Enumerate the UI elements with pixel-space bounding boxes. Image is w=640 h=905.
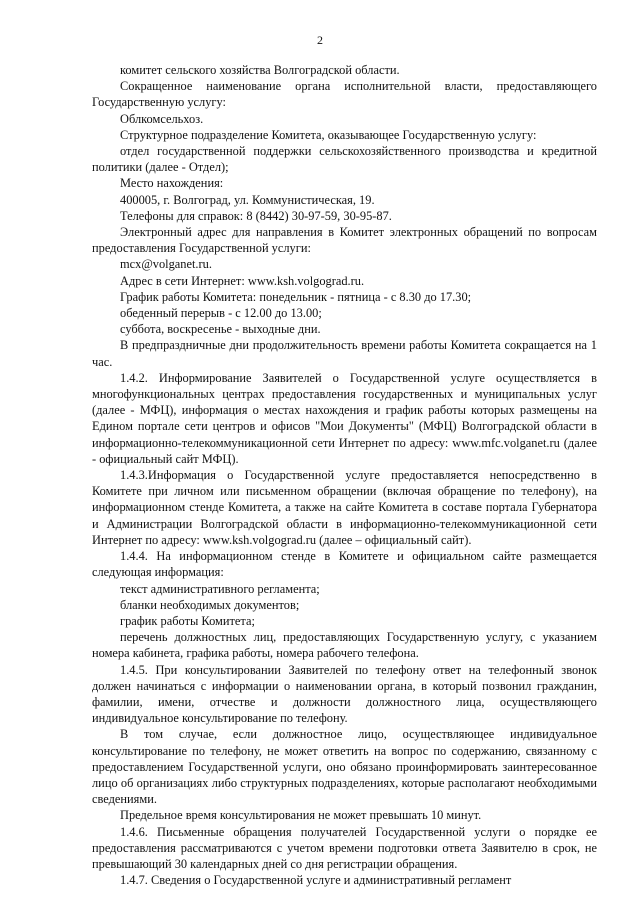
paragraph: обеденный перерыв - с 12.00 до 13.00; [120, 306, 322, 321]
paragraph: бланки необходимых документов; [120, 597, 300, 612]
paragraph: mcx@volganet.ru. [120, 257, 212, 272]
paragraph: Место нахождения: [120, 176, 224, 191]
paragraph: Адрес в сети Интернет: www.ksh.volgograd.ru. [120, 273, 365, 288]
paragraph: 1.4.3.Информация о Государственной услуге предоставляется непосредственно в Комитете при личном или письменном обращении (включая обращение по телефону), на информационном стенде Комитета, а также на сайте Комитета в составе портала Губернатора и Администрации Волгоградской области в информационно-телекоммуникационной сети Интернет по адресу: www.ksh.volgograd.ru (далее – официальный сайт). [92, 468, 597, 547]
paragraph: В предпраздничные дни продолжительность времени работы Комитета сокращается на 1 час. [92, 338, 597, 369]
paragraph: перечень должностных лиц, предоставляющих Государственную услугу, с указанием номера кабинета, графика работы, номера рабочего телефона. [92, 630, 597, 661]
paragraph: суббота, воскресенье - выходные дни. [120, 322, 321, 337]
paragraph: 1.4.6. Письменные обращения получателей Государственной услуги о порядке ее предоставления рассматриваются с учетом времени подготовки ответа Заявителю в срок, не превышающий 30 календарных дней со дня регистрации обращения. [92, 824, 597, 871]
paragraph: 1.4.7. Сведения о Государственной услуге и административный регламент [120, 873, 512, 888]
paragraph: В том случае, если должностное лицо, осуществляющее индивидуальное консультирование по телефону, не может ответить на вопрос по содержанию, связанному с предоставлением Государственной услуги, оно обязано проинформировать заинтересованное лицо об организациях либо структурных подразделениях, которые располагают необходимыми сведениями. [92, 727, 597, 807]
paragraph: Электронный адрес для направления в Комитет электронных обращений по вопросам предоставления Государственной услуги: [92, 225, 597, 256]
paragraph: 1.4.4. На информационном стенде в Комитете и официальном сайте размещается следующая информация: [92, 549, 597, 580]
paragraph: Сокращенное наименование органа исполнительной власти, предоставляющего Государственную услугу: [92, 79, 597, 110]
paragraph: график работы Комитета; [120, 613, 255, 628]
paragraph: Облкомсельхоз. [120, 111, 204, 126]
paragraph: Структурное подразделение Комитета, оказывающее Государственную услугу: [120, 127, 537, 142]
paragraph: 1.4.2. Информирование Заявителей о Государственной услуге осуществляется в многофункциональных центрах предоставления государственных и муниципальных услуг (далее - МФЦ), информация о местах нахождения и график работы которых размещены на Едином портале сети центров и офисов "Мои Документы" (МФЦ) Волгоградской области в информационно-телекоммуникационной сети Интернет по адресу: www.mfc.volganet.ru (далее - официальный сайт МФЦ). [92, 370, 597, 466]
paragraph: текст административного регламента; [120, 581, 320, 596]
paragraph: комитет сельского хозяйства Волгоградской области. [120, 63, 400, 77]
page-number: 2 [317, 33, 323, 47]
paragraph: Телефоны для справок: 8 (8442) 30-97-59, 30-95-87. [120, 208, 392, 223]
paragraph: 400005, г. Волгоград, ул. Коммунистическая, 19. [120, 192, 375, 207]
document-body [92, 62, 597, 888]
paragraph: График работы Комитета: понедельник - пятница - с 8.30 до 17.30; [120, 289, 472, 304]
paragraph: отдел государственной поддержки сельскохозяйственного производства и кредитной политики (далее - Отдел); [92, 144, 597, 175]
paragraph: Предельное время консультирования не может превышать 10 минут. [120, 808, 482, 823]
paragraph: 1.4.5. При консультировании Заявителей по телефону ответ на телефонный звонок должен начинаться с информации о наименовании органа, в который позвонил гражданин, фамилии, имени, отчестве и должности должностного лица, осуществляющего индивидуальное консультирование по телефону. [92, 662, 597, 726]
